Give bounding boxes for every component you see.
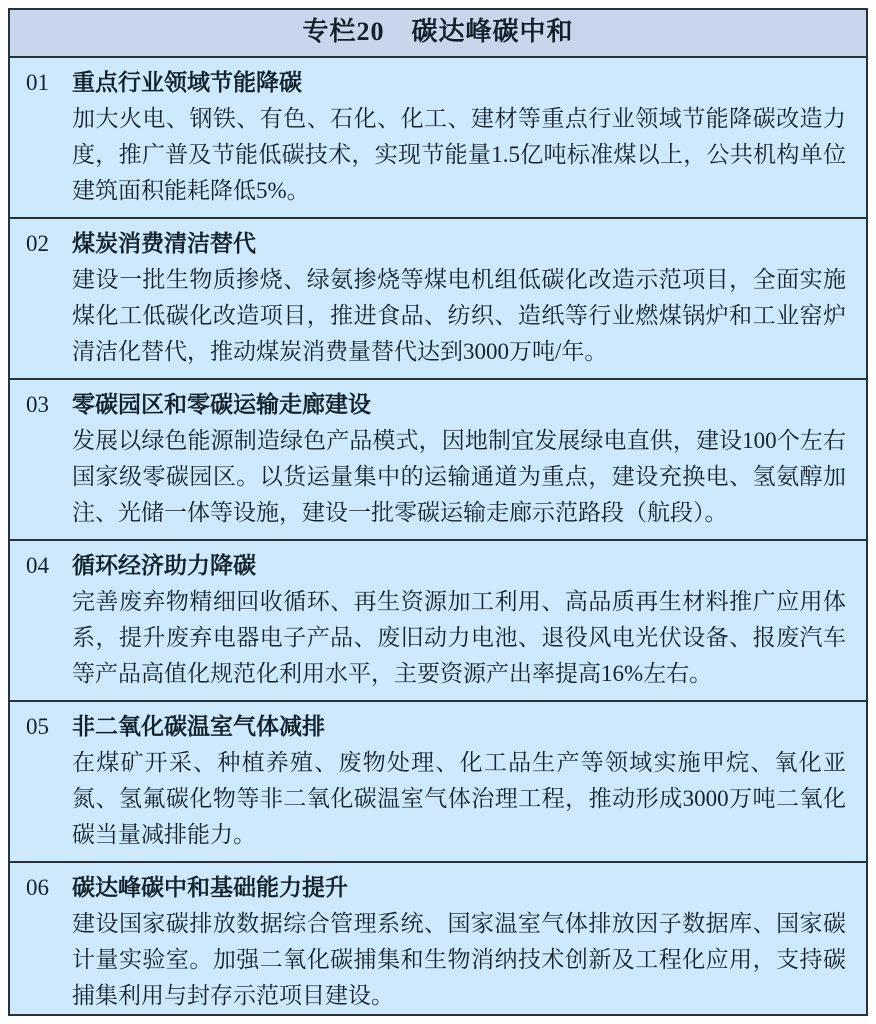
section-number: 01 (26, 70, 49, 95)
section-number: 02 (26, 231, 49, 256)
section-content (72, 387, 846, 531)
panel-title: 专栏20 碳达峰碳中和 (10, 10, 866, 58)
section-body: 建设一批生物质掺烧、绿氨掺烧等煤电机组低碳化改造示范项目，全面实施煤化工低碳化改造项目，推进食品、纺织、造纸等行业燃煤锅炉和工业窑炉清洁化替代，推动煤炭消费量替代达到3000万吨/年。 (72, 267, 846, 364)
section-heading: 重点行业领域节能降碳 (72, 70, 302, 95)
section-content (72, 226, 846, 370)
section-02 (10, 219, 866, 380)
section-heading: 循环经济助力降碳 (72, 553, 256, 578)
section-heading: 零碳园区和零碳运输走廊建设 (72, 392, 371, 417)
policy-box (8, 8, 868, 1016)
section-heading: 煤炭消费清洁替代 (72, 231, 256, 256)
section-body: 建设国家碳排放数据综合管理系统、国家温室气体排放因子数据库、国家碳计量实验室。加强二氧化碳捕集和生物消纳技术创新及工程化应用，支持碳捕集利用与封存示范项目建设。 (72, 911, 846, 1008)
section-05 (10, 702, 866, 863)
section-number: 06 (26, 875, 49, 900)
section-content (72, 870, 846, 1014)
section-content (72, 709, 846, 853)
section-body: 加大火电、钢铁、有色、石化、化工、建材等重点行业领域节能降碳改造力度，推广普及节能低碳技术，实现节能量1.5亿吨标准煤以上，公共机构单位建筑面积能耗降低5%。 (72, 106, 846, 203)
section-number: 03 (26, 392, 49, 417)
section-body: 在煤矿开采、种植养殖、废物处理、化工品生产等领域实施甲烷、氧化亚氮、氢氟碳化物等非二氧化碳温室气体治理工程，推动形成3000万吨二氧化碳当量减排能力。 (72, 750, 846, 847)
section-content (72, 65, 846, 209)
section-heading: 非二氧化碳温室气体减排 (72, 714, 325, 739)
section-number: 05 (26, 714, 49, 739)
section-04 (10, 541, 866, 702)
section-number: 04 (26, 553, 49, 578)
section-body: 发展以绿色能源制造绿色产品模式，因地制宜发展绿电直供，建设100个左右国家级零碳园区。以货运量集中的运输通道为重点，建设充换电、氢氨醇加注、光储一体等设施，建设一批零碳运输走廊示范路段（航段）。 (72, 428, 846, 525)
section-body: 完善废弃物精细回收循环、再生资源加工利用、高品质再生材料推广应用体系，提升废弃电器电子产品、废旧动力电池、退役风电光伏设备、报废汽车等产品高值化规范化利用水平，主要资源产出率提高16%左右。 (72, 589, 846, 686)
section-06 (10, 863, 866, 1016)
section-03 (10, 380, 866, 541)
section-content (72, 548, 846, 692)
section-01 (10, 58, 866, 219)
section-heading: 碳达峰碳中和基础能力提升 (72, 875, 348, 900)
